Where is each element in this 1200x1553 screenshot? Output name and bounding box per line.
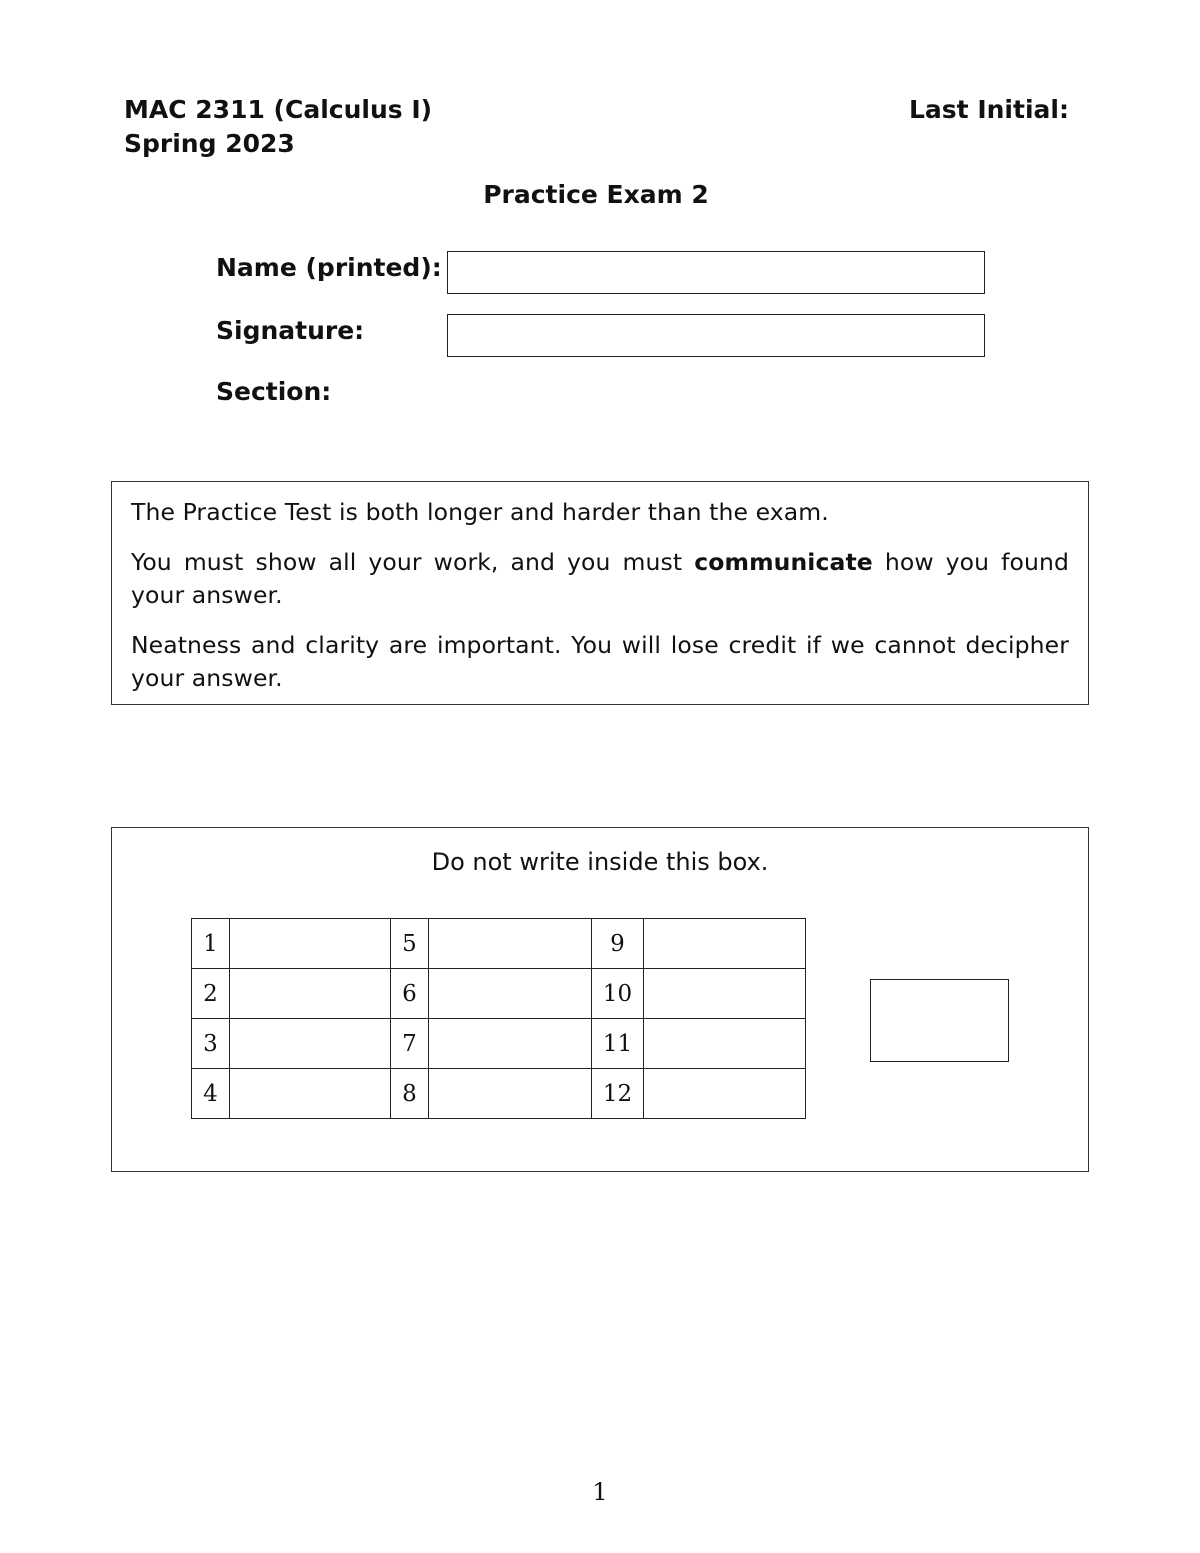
score-cell [230, 969, 391, 1019]
instructions-box [111, 481, 1089, 705]
score-cell [644, 1069, 806, 1119]
last-initial-label: Last Initial: [909, 95, 1069, 124]
problem-number: 4 [192, 1069, 230, 1119]
instruction-line-2-end: how you found your answer. [131, 548, 1070, 609]
instruction-line-2-start: You must show all your work, and you must [131, 548, 695, 576]
score-cell [644, 969, 806, 1019]
score-cell [644, 919, 806, 969]
score-cell [230, 1019, 391, 1069]
score-table [191, 918, 806, 1119]
table-row [192, 1019, 806, 1069]
table-row [192, 1069, 806, 1119]
signature-field[interactable] [447, 314, 985, 357]
name-field[interactable] [447, 251, 985, 294]
problem-number: 3 [192, 1019, 230, 1069]
problem-number: 8 [391, 1069, 429, 1119]
grading-box [111, 827, 1089, 1172]
page-number: 1 [592, 1478, 608, 1506]
problem-number: 9 [592, 919, 644, 969]
problem-number: 7 [391, 1019, 429, 1069]
score-cell [429, 919, 592, 969]
score-cell [230, 919, 391, 969]
score-cell [644, 1019, 806, 1069]
score-cell [429, 1069, 592, 1119]
problem-number: 10 [592, 969, 644, 1019]
signature-label: Signature: [216, 316, 365, 345]
name-label: Name (printed): [216, 253, 442, 282]
table-row [192, 919, 806, 969]
problem-number: 6 [391, 969, 429, 1019]
problem-number: 5 [391, 919, 429, 969]
problem-number: 12 [592, 1069, 644, 1119]
problem-number: 1 [192, 919, 230, 969]
table-row [192, 969, 806, 1019]
course-title: MAC 2311 (Calculus I) [124, 95, 433, 124]
score-cell [429, 1019, 592, 1069]
section-label: Section: [216, 377, 332, 406]
instruction-line-1: The Practice Test is both longer and harder than the exam. [131, 498, 829, 526]
score-cell [230, 1069, 391, 1119]
score-cell [429, 969, 592, 1019]
instruction-line-3: Neatness and clarity are important. You will lose credit if we cannot decipher your answer. [131, 631, 1069, 692]
problem-number: 2 [192, 969, 230, 1019]
instruction-line-2 [131, 546, 1069, 612]
problem-number: 11 [592, 1019, 644, 1069]
exam-title: Practice Exam 2 [483, 180, 709, 209]
total-score-box [870, 979, 1009, 1062]
instruction-emphasis: communicate [694, 548, 873, 576]
term: Spring 2023 [124, 129, 295, 158]
grading-caption: Do not write inside this box. [431, 848, 769, 876]
